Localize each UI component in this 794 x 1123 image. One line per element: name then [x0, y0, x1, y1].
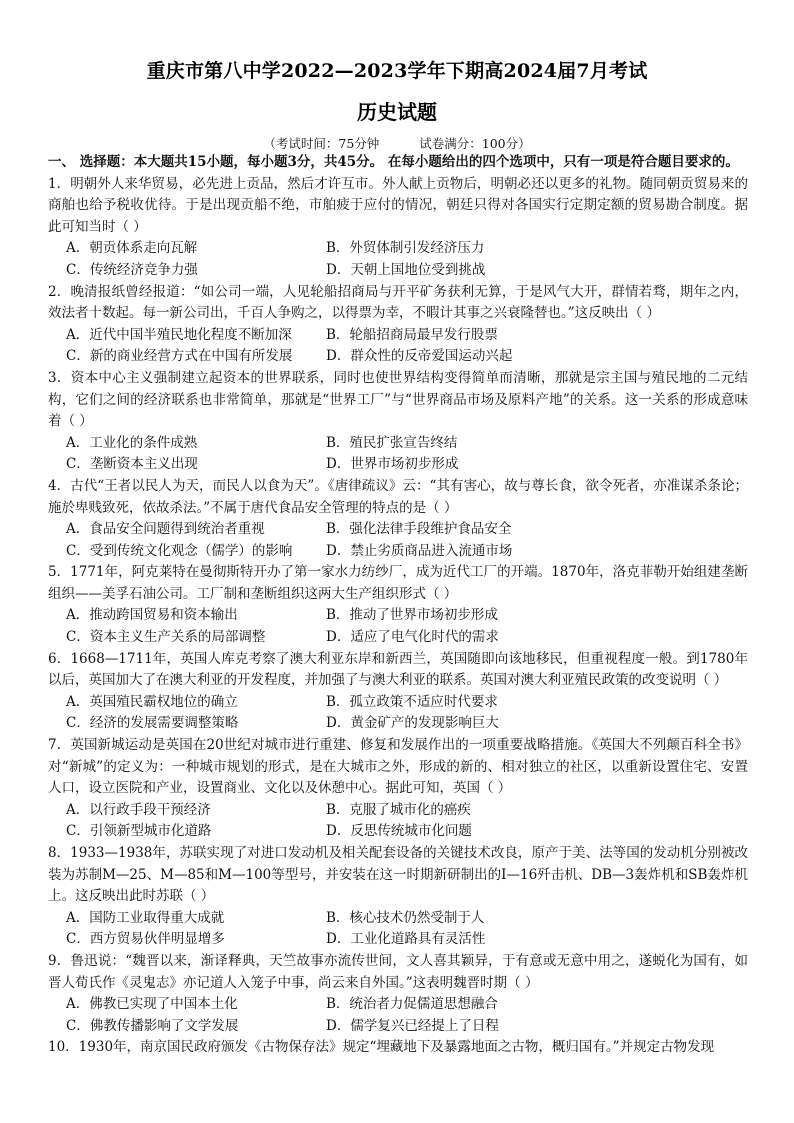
option-list [48, 519, 748, 562]
full-score: 试卷满分：100分） [419, 136, 531, 151]
option-B: B．孤立政策不适应时代要求 [326, 693, 498, 710]
question-stem: 3．资本中心主义强制建立起资本的世界联系，同时也使世界结构变得简单而清晰，那就是宗主国与殖民地的二元结构，它们之间的经济联系也非常简单，那就是“世界工厂”与“世界商品市场及原料产地”的关系。这一关系的形成意味着（ ） [48, 369, 748, 430]
option-A: A．推动跨国贸易和资本输出 [66, 607, 238, 624]
question-3 [48, 368, 748, 476]
option-D: D．反思传统城市化问题 [326, 823, 472, 840]
option-C: C．佛教传播影响了文学发展 [66, 1017, 239, 1034]
section-heading: 一、 选择题：本大题共15小题，每小题3分，共45分。 在每小题给出的四个选项中，只有一项是符合题目要求的。 [48, 154, 739, 170]
option-C: C．引领新型城市化道路 [66, 823, 212, 840]
question-stem: 1．明朝外人来华贸易，必先进上贡品，然后才许互市。外人献上贡物后，明朝必还以更多的礼物。随同朝贡贸易来的商舶也给予税收优待。于是出现贡船不绝，市舶疲于应付的情况，朝廷只得对各国实行定期定额的贸易勘合制度。据此可知当时（ ） [48, 175, 748, 235]
question-5 [48, 562, 748, 648]
option-B: B．殖民扩张宣告终结 [326, 434, 458, 451]
option-D: D．工业化道路具有灵活性 [326, 931, 486, 948]
option-list [48, 325, 748, 368]
question-10 [48, 1037, 748, 1059]
option-B: B．克服了城市化的癌疾 [326, 801, 471, 818]
option-B: B．轮船招商局最早发行股票 [326, 326, 498, 343]
question-8 [48, 843, 748, 951]
question-stem: 9．鲁迅说：“魏晋以来，渐译释典，天竺故事亦流传世间，文人喜其颖异，于有意或无意中用之，遂蜕化为国有，如晋人荀氏作《灵鬼志》亦记道人入笼子中事，尚云来自外国。”这表明魏晋时期（ ） [48, 952, 748, 991]
option-list [48, 692, 748, 735]
option-list [48, 238, 748, 281]
option-D: D．天朝上国地位受到挑战 [326, 261, 486, 278]
option-D: D．儒学复兴已经提上了日程 [326, 1017, 499, 1034]
option-C: C．资本主义生产关系的局部调整 [66, 629, 266, 646]
question-1 [48, 174, 748, 282]
option-A: A．以行政手段干预经济 [66, 801, 211, 818]
option-C: C．受到传统文化观念（儒学）的影响 [66, 542, 293, 559]
option-C: C．西方贸易伙伴明显增多 [66, 931, 225, 948]
option-list [48, 994, 748, 1037]
option-C: C．新的商业经营方式在中国有所发展 [66, 348, 293, 365]
question-stem: 8．1933—1938年，苏联实现了对进口发动机及相关配套设备的关键技术改良，原产于美、法等国的发动机分别被改装为苏制M—25、M—85和M—100等型号，并安装在这一时期新研制出的I—16歼击机、DB—3轰炸机和SB轰炸机上。这反映出此时苏联（ ） [48, 845, 748, 905]
option-list [48, 908, 748, 951]
option-D: D．适应了电气化时代的需求 [326, 629, 499, 646]
question-stem: 6．1668—1711年，英国人库克考察了澳大利亚东岸和新西兰，英国随即向该地移民，但重视程度一般。到1780年以后，英国加大了在澳大利亚的开发程度，并加强了与澳大利亚的联系。英国对澳大利亚殖民政策的改变说明（ ） [48, 650, 748, 689]
option-C: C．传统经济竞争力强 [66, 261, 198, 278]
option-list [48, 800, 748, 843]
question-6 [48, 649, 748, 735]
option-A: A．近代中国半殖民地化程度不断加深 [66, 326, 292, 343]
option-D: D．世界市场初步形成 [326, 456, 459, 473]
option-C: C．垄断资本主义出现 [66, 456, 198, 473]
exam-meta [0, 134, 794, 152]
option-A: A．国防工业取得重大成就 [66, 909, 225, 926]
question-stem: 5．1771年，阿克莱特在曼彻斯特开办了第一家水力纺纱厂，成为近代工厂的开端。1870年，洛克菲勒开始组建垄断组织——美孚石油公司。工厂制和垄断组织这两大生产组织形式（ ） [48, 564, 748, 602]
option-D: D．群众性的反帝爱国运动兴起 [326, 348, 513, 365]
option-A: A．英国殖民霸权地位的确立 [66, 693, 238, 710]
question-2 [48, 282, 748, 368]
option-B: B．外贸体制引发经济压力 [326, 240, 485, 257]
question-7 [48, 735, 748, 843]
option-A: A．工业化的条件成熟 [66, 434, 198, 451]
option-B: B．强化法律手段维护食品安全 [326, 521, 512, 538]
option-D: D．黄金矿产的发现影响巨大 [326, 715, 499, 732]
exam-title: 重庆市第八中学2022—2023学年下期高2024届7月考试 [146, 60, 648, 82]
option-B: B．核心技术仍然受制于人 [326, 909, 485, 926]
option-A: A．佛教已实现了中国本土化 [66, 996, 238, 1013]
option-B: B．统治者力促儒道思想融合 [326, 996, 498, 1013]
question-stem: 2．晚清报纸曾经报道：“如公司一端，人见轮船招商局与开平矿务获利无算，于是风气大开，群情若骛，期年之内，效法者十数起。每一新公司出，千百人争购之，以得票为幸，不暇计其事之兴衰隆替也。”这反映出（ ） [48, 283, 748, 322]
exam-time: （考试时间：75分钟 [263, 136, 380, 151]
option-list [48, 433, 748, 476]
exam-body [48, 152, 748, 1059]
question-4 [48, 476, 748, 562]
question-9 [48, 951, 748, 1037]
option-C: C．经济的发展需要调整策略 [66, 715, 239, 732]
question-stem: 7．英国新城运动是英国在20世纪对城市进行重建、修复和发展作出的一项重要战略措施。《英国大不列颠百科全书》对“新城”的定义为：一种城市规划的形式，是在大城市之外，形成的新的、相对独立的社区，以重新设置住宅、安置人口，设立医院和产业，设置商业、文化以及休憩中心。据此可知，英国（ ） [48, 737, 748, 797]
question-stem: 4．古代“王者以民人为天，而民人以食为天”。《唐律疏议》云：“其有害心，故与尊长食，欲令死者，亦准谋杀条论；施於卑贱致死，依故杀法。”不属于唐代食品安全管理的特点的是（ ） [48, 477, 748, 516]
option-D: D．禁止劣质商品进入流通市场 [326, 542, 513, 559]
subject-title: 历史试题 [357, 100, 437, 124]
question-list [48, 174, 748, 1059]
option-B: B．推动了世界市场初步形成 [326, 607, 498, 624]
option-A: A．朝贡体系走向瓦解 [66, 240, 198, 257]
option-list [48, 605, 748, 648]
option-A: A．食品安全问题得到统治者重视 [66, 521, 265, 538]
question-stem: 10．1930年，南京国民政府颁发《古物保存法》规定“埋藏地下及暴露地面之古物，概归国有。”并规定古物发现 [48, 1039, 715, 1056]
